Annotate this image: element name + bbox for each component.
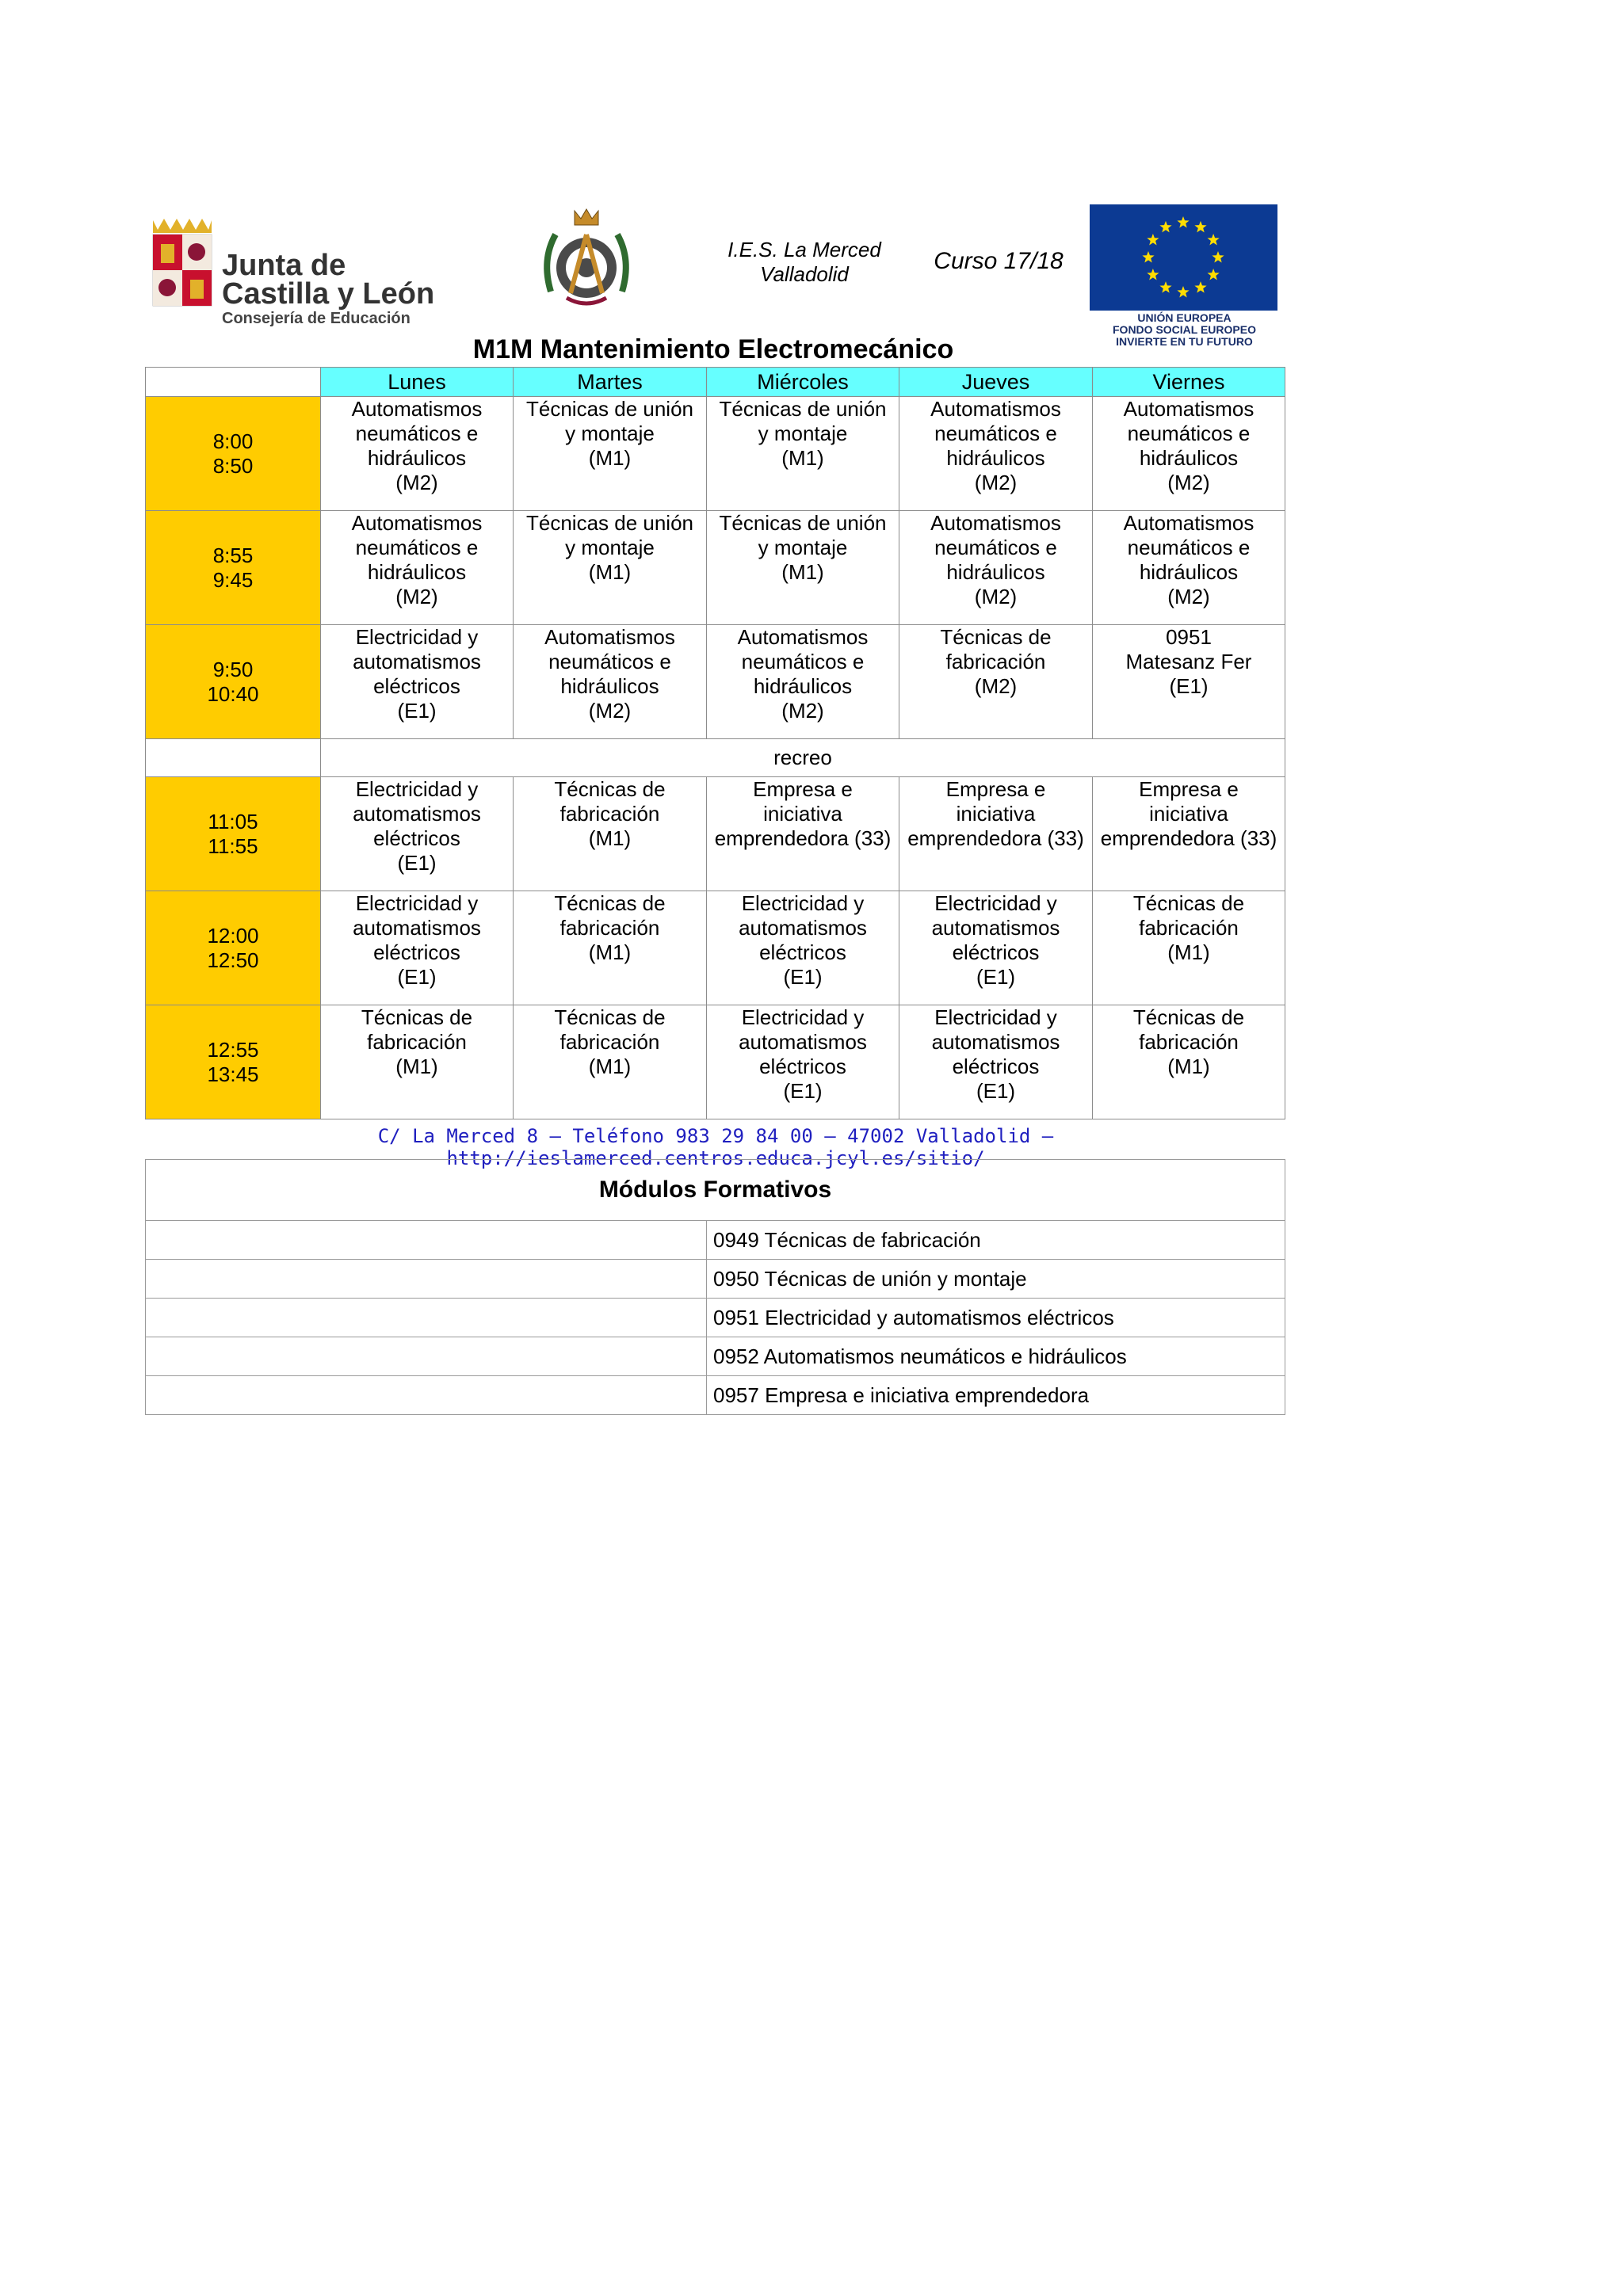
module-row: [146, 1260, 1285, 1299]
modules-header-row: [146, 1160, 1285, 1221]
eu-star-icon: [1194, 221, 1206, 232]
module-item: 0952 Automatismos neumáticos e hidráulicos: [707, 1337, 1285, 1376]
period-row: [146, 891, 1285, 1005]
class-cell-line: iniciativa: [1149, 802, 1228, 826]
class-cell-line: Automatismos: [930, 397, 1061, 421]
class-cell-line: (M2): [395, 585, 438, 608]
class-cell: [707, 891, 899, 1005]
class-cell-line: automatismos: [931, 1030, 1060, 1054]
class-cell-line: (M1): [395, 1055, 438, 1078]
class-cell: [321, 511, 514, 625]
class-cell-line: hidráulicos: [1139, 446, 1239, 470]
day-header-miércoles: Miércoles: [707, 368, 899, 397]
class-cell-line: 0951: [1166, 625, 1212, 649]
eu-caption-line1: UNIÓN EUROPEA: [1137, 311, 1232, 324]
class-cell-line: (E1): [976, 1079, 1016, 1103]
period-time-cell: [146, 625, 321, 739]
eu-stars-icon: [1090, 204, 1277, 311]
module-empty-cell: [146, 1221, 707, 1260]
module-empty-cell: [146, 1376, 707, 1415]
class-cell-line: Técnicas de: [1132, 1005, 1245, 1029]
class-cell-line: Automatismos: [737, 625, 869, 649]
day-header-martes: Martes: [514, 368, 707, 397]
period-time-cell: [146, 397, 321, 511]
class-cell: [321, 625, 514, 739]
class-cell: [707, 777, 899, 891]
period-end-time: 11:55: [208, 833, 258, 858]
class-cell-line: hidráulicos: [560, 674, 659, 698]
class-cell-line: Técnicas de: [1132, 891, 1245, 915]
class-cell-line: (M1): [1167, 940, 1210, 964]
class-cell-line: (M2): [974, 674, 1018, 698]
junta-logo-line3: Consejería de Educación: [222, 310, 411, 327]
class-cell: [1093, 777, 1285, 891]
class-cell-line: automatismos: [353, 802, 481, 826]
class-cell-line: y montaje: [565, 421, 655, 445]
class-cell-line: Electricidad y: [934, 891, 1057, 915]
module-item: 0951 Electricidad y automatismos eléctricos: [707, 1299, 1285, 1337]
class-cell: [321, 891, 514, 1005]
class-cell-line: eléctricos: [373, 826, 460, 850]
school-name-line2: Valladolid: [760, 262, 849, 286]
class-cell-line: (M1): [588, 826, 632, 850]
class-cell: [514, 397, 707, 511]
school-address: C/ La Merced 8 – Teléfono 983 29 84 00 – 47002 Valladolid – http://ieslamerced.centros.educa.jcyl.es/sitio/: [377, 1125, 1054, 1169]
period-start-time: 12:00: [207, 923, 259, 948]
class-cell-line: Técnicas de: [554, 1005, 666, 1029]
class-cell-line: (M2): [781, 699, 824, 723]
period-time-cell: [146, 891, 321, 1005]
class-cell: [1093, 891, 1285, 1005]
junta-castilla-leon-logo: [147, 212, 448, 331]
class-cell: [1093, 511, 1285, 625]
period-end-time: 13:45: [207, 1062, 259, 1086]
class-cell-line: automatismos: [353, 650, 481, 673]
class-cell: [1093, 397, 1285, 511]
module-row: [146, 1299, 1285, 1337]
class-cell-line: Empresa e: [945, 777, 1046, 801]
class-cell-line: Automatismos: [351, 397, 483, 421]
eu-star-icon: [1147, 234, 1159, 245]
class-cell-line: eléctricos: [373, 940, 460, 964]
day-header-viernes: Viernes: [1093, 368, 1285, 397]
module-empty-cell: [146, 1337, 707, 1376]
class-cell: [514, 625, 707, 739]
class-cell-line: hidráulicos: [946, 446, 1045, 470]
class-cell-line: Técnicas de unión: [525, 397, 694, 421]
school-emblem-logo: [535, 204, 638, 315]
class-cell-line: (M1): [588, 446, 632, 470]
class-cell-line: Técnicas de: [554, 777, 666, 801]
module-item: 0957 Empresa e iniciativa emprendedora: [707, 1376, 1285, 1415]
class-cell-line: (M2): [974, 471, 1018, 494]
class-cell-line: Técnicas de: [940, 625, 1052, 649]
class-cell-line: neumáticos e: [741, 650, 865, 673]
class-cell-line: hidráulicos: [946, 560, 1045, 584]
class-cell-line: eléctricos: [952, 940, 1040, 964]
class-cell-line: eléctricos: [759, 1055, 846, 1078]
class-cell-line: hidráulicos: [753, 674, 853, 698]
class-cell-line: Técnicas de unión: [719, 397, 887, 421]
class-cell-line: fabricación: [559, 802, 660, 826]
period-start-time: 9:50: [212, 657, 254, 681]
class-cell: [321, 1005, 514, 1119]
coat-of-arms-icon: [147, 217, 218, 311]
period-end-time: 12:50: [207, 948, 259, 972]
class-cell: [321, 397, 514, 511]
class-cell-line: Técnicas de unión: [525, 511, 694, 535]
class-cell-line: Empresa e: [753, 777, 853, 801]
class-cell-line: (M2): [1167, 585, 1210, 608]
timetable-corner-cell: [146, 368, 321, 397]
class-cell-line: Automatismos: [930, 511, 1061, 535]
eu-star-icon: [1212, 251, 1224, 262]
class-cell-line: emprendedora (33): [907, 826, 1084, 850]
course-label: Curso 17/18: [934, 248, 1064, 274]
class-cell-line: y montaje: [565, 536, 655, 559]
timetable-body: [146, 368, 1285, 1119]
eu-star-icon: [1177, 216, 1189, 227]
recess-time-cell: [146, 739, 321, 777]
class-cell-line: automatismos: [739, 1030, 867, 1054]
eu-caption-line2: FONDO SOCIAL EUROPEO: [1113, 323, 1256, 336]
period-start-time: 8:00: [212, 429, 254, 453]
class-cell-line: Electricidad y: [741, 1005, 865, 1029]
module-row: [146, 1376, 1285, 1415]
class-cell-line: Electricidad y: [934, 1005, 1057, 1029]
period-time-cell: [146, 511, 321, 625]
class-cell-line: (M1): [781, 560, 824, 584]
eu-flag: [1090, 204, 1277, 311]
class-cell: [707, 1005, 899, 1119]
school-name-line1: I.E.S. La Merced: [727, 238, 881, 261]
school-name: [705, 238, 903, 287]
class-cell-line: (E1): [783, 965, 823, 989]
class-cell-line: neumáticos e: [934, 536, 1057, 559]
timetable-header-row: [146, 368, 1285, 397]
class-cell-line: fabricación: [945, 650, 1046, 673]
period-row: [146, 777, 1285, 891]
class-cell-line: (M1): [588, 940, 632, 964]
class-cell-line: Empresa e: [1139, 777, 1239, 801]
class-cell-line: Técnicas de: [361, 1005, 473, 1029]
eu-caption: [1087, 312, 1281, 348]
class-cell: [514, 777, 707, 891]
class-cell-line: automatismos: [931, 916, 1060, 940]
day-header-jueves: Jueves: [899, 368, 1093, 397]
class-cell-line: automatismos: [353, 916, 481, 940]
module-empty-cell: [146, 1260, 707, 1299]
class-cell-line: Electricidad y: [355, 891, 479, 915]
class-cell-line: (M1): [588, 560, 632, 584]
class-cell-line: eléctricos: [759, 940, 846, 964]
class-cell-line: Electricidad y: [741, 891, 865, 915]
class-cell: [321, 777, 514, 891]
class-cell-line: (E1): [1169, 674, 1209, 698]
class-cell-line: Técnicas de: [554, 891, 666, 915]
eu-caption-line3: INVIERTE EN TU FUTURO: [1116, 335, 1253, 348]
period-end-time: 9:45: [212, 567, 254, 592]
class-cell-line: neumáticos e: [1127, 536, 1251, 559]
modules-table: [145, 1159, 1285, 1415]
class-cell-line: hidráulicos: [367, 446, 467, 470]
class-cell-line: neumáticos e: [355, 421, 479, 445]
class-cell: [899, 777, 1093, 891]
class-cell-line: y montaje: [758, 536, 848, 559]
class-cell-line: hidráulicos: [1139, 560, 1239, 584]
class-cell-line: (M2): [395, 471, 438, 494]
class-cell-line: neumáticos e: [1127, 421, 1251, 445]
class-cell-line: (M1): [781, 446, 824, 470]
class-cell-line: iniciativa: [763, 802, 842, 826]
eu-star-icon: [1142, 251, 1154, 262]
module-item: 0950 Técnicas de unión y montaje: [707, 1260, 1285, 1299]
period-row: [146, 1005, 1285, 1119]
class-cell-line: (E1): [397, 965, 437, 989]
class-cell-line: eléctricos: [373, 674, 460, 698]
class-cell: [707, 397, 899, 511]
class-cell: [1093, 625, 1285, 739]
day-header-lunes: Lunes: [321, 368, 514, 397]
class-cell-line: (E1): [397, 699, 437, 723]
eu-logo: [1087, 204, 1281, 349]
period-end-time: 10:40: [207, 681, 259, 706]
module-item: 0949 Técnicas de fabricación: [707, 1221, 1285, 1260]
class-cell-line: fabricación: [1139, 1030, 1239, 1054]
class-cell: [899, 511, 1093, 625]
eu-star-icon: [1208, 269, 1220, 280]
junta-logo-line1: Junta de: [222, 249, 346, 282]
class-cell: [1093, 1005, 1285, 1119]
class-cell-line: automatismos: [739, 916, 867, 940]
period-row: [146, 625, 1285, 739]
eu-star-icon: [1159, 281, 1171, 292]
eu-star-icon: [1159, 221, 1171, 232]
class-cell-line: (M1): [1167, 1055, 1210, 1078]
period-time-cell: [146, 1005, 321, 1119]
class-cell: [707, 625, 899, 739]
eu-star-icon: [1177, 286, 1189, 297]
class-cell-line: Matesanz Fer: [1125, 650, 1252, 673]
class-cell-line: (E1): [976, 965, 1016, 989]
class-cell: [899, 625, 1093, 739]
class-cell-line: Automatismos: [544, 625, 675, 649]
class-cell-line: eléctricos: [952, 1055, 1040, 1078]
module-row: [146, 1337, 1285, 1376]
recess-label: recreo: [321, 739, 1285, 777]
class-cell-line: emprendedora (33): [1100, 826, 1277, 850]
class-cell-line: Técnicas de unión: [719, 511, 887, 535]
class-cell-line: (M2): [1167, 471, 1210, 494]
eu-star-icon: [1194, 281, 1206, 292]
class-cell-line: emprendedora (33): [714, 826, 892, 850]
period-end-time: 8:50: [212, 453, 254, 478]
class-cell-line: iniciativa: [956, 802, 1036, 826]
class-cell: [514, 891, 707, 1005]
period-time-cell: [146, 777, 321, 891]
period-start-time: 8:55: [212, 543, 254, 567]
class-cell-line: y montaje: [758, 421, 848, 445]
class-cell: [707, 511, 899, 625]
class-cell-line: (M2): [974, 585, 1018, 608]
modules-body: [146, 1160, 1285, 1415]
gear-emblem-icon: [535, 204, 638, 315]
class-cell: [899, 1005, 1093, 1119]
class-cell-line: fabricación: [1139, 916, 1239, 940]
recess-row: [146, 739, 1285, 777]
class-cell: [899, 397, 1093, 511]
junta-logo-line2: Castilla y León: [222, 277, 435, 311]
class-cell-line: (M2): [588, 699, 632, 723]
class-cell-line: neumáticos e: [934, 421, 1057, 445]
module-empty-cell: [146, 1299, 707, 1337]
eu-star-icon: [1208, 234, 1220, 245]
modules-title: Módulos Formativos: [146, 1160, 1285, 1221]
class-cell-line: Automatismos: [1123, 511, 1254, 535]
class-cell: [899, 891, 1093, 1005]
class-cell-line: neumáticos e: [548, 650, 671, 673]
class-cell-line: (E1): [783, 1079, 823, 1103]
class-cell-line: neumáticos e: [355, 536, 479, 559]
period-row: [146, 511, 1285, 625]
class-cell-line: Electricidad y: [355, 777, 479, 801]
class-cell-line: fabricación: [367, 1030, 467, 1054]
period-start-time: 11:05: [208, 809, 258, 833]
class-cell-line: hidráulicos: [367, 560, 467, 584]
period-row: [146, 397, 1285, 511]
class-cell-line: (E1): [397, 851, 437, 875]
period-start-time: 12:55: [207, 1037, 259, 1062]
class-cell-line: fabricación: [559, 916, 660, 940]
class-cell: [514, 1005, 707, 1119]
class-cell-line: Automatismos: [1123, 397, 1254, 421]
timetable: [145, 367, 1285, 1119]
page-title: M1M Mantenimiento Electromecánico: [472, 334, 954, 364]
class-cell-line: Automatismos: [351, 511, 483, 535]
class-cell-line: Electricidad y: [355, 625, 479, 649]
eu-star-icon: [1147, 269, 1159, 280]
class-cell-line: (M1): [588, 1055, 632, 1078]
class-cell-line: fabricación: [559, 1030, 660, 1054]
class-cell: [514, 511, 707, 625]
module-row: [146, 1221, 1285, 1260]
